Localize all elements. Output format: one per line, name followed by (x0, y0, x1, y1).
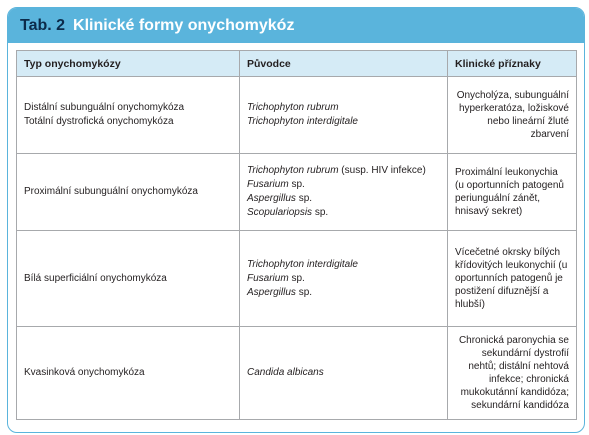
header-organism: Původce (240, 51, 448, 77)
type-cell (17, 154, 240, 231)
organism-name: Fusarium (247, 272, 289, 284)
organism (247, 115, 440, 129)
type-cell (17, 231, 240, 327)
organism-cell (240, 154, 448, 231)
organism (247, 101, 440, 115)
organism-name: Scopulariopsis (247, 207, 313, 218)
type-name: Kvasinková onychomykóza (24, 367, 145, 378)
header-row (17, 51, 577, 77)
table-number: Tab. 2 (20, 16, 66, 34)
organism (247, 164, 440, 178)
onychomycosis-table (16, 50, 577, 420)
organism-name: Trichophyton interdigitale (247, 116, 358, 127)
organism-cell (240, 77, 448, 154)
table-frame (7, 7, 585, 433)
organism-note: sp. (288, 179, 305, 190)
header-symptoms: Klinické příznaky (448, 51, 577, 77)
organism-name: Trichophyton interdigitale (247, 258, 358, 270)
organism-note: sp. (312, 207, 329, 218)
symptoms-cell: Chronická paronychia se sekundární dystrofií nehtů; distální nehtová infekce; chronická mukokutánní kandidóza; sekundární kandidóza (448, 327, 577, 420)
organism-note: sp. (295, 286, 313, 298)
table-row (17, 327, 577, 420)
organism-cell (240, 231, 448, 327)
type-cell (17, 327, 240, 420)
organism (247, 272, 440, 286)
organism-name: Aspergillus (247, 286, 296, 298)
type-name: Distální subunguální onychomykóza (24, 102, 185, 113)
type-cell (17, 77, 240, 154)
organism (247, 178, 440, 192)
table-title: Klinické formy onychomykóz (73, 16, 295, 34)
organism (247, 286, 440, 300)
organism-name: Trichophyton rubrum (247, 102, 339, 113)
header-type: Typ onychomykózy (17, 51, 240, 77)
organism-name: Trichophyton rubrum (247, 165, 339, 176)
symptoms-cell: Vícečetné okrsky bílých křídovitých leukonychií (u oportunních patogenů je postižení difuznější a hlubší) (448, 231, 577, 327)
organism-note: sp. (295, 193, 313, 204)
type-name: Totální dystrofická onychomykóza (24, 116, 174, 127)
organism-name: Fusarium (247, 179, 289, 190)
table-caption (8, 8, 584, 43)
type-name: Bílá superficiální onychomykóza (24, 272, 167, 284)
organism-note: (susp. HIV infekce) (338, 165, 426, 176)
symptoms-cell: Proximální leukonychia (u oportunních patogenů periunguální zánět, hnisavý sekret) (448, 154, 577, 231)
organism-note: sp. (288, 272, 305, 284)
table-row (17, 154, 577, 231)
organism (247, 258, 440, 272)
symptoms-cell: Onycholýza, subunguální hyperkeratóza, ložiskové nebo lineární žluté zbarvení (448, 77, 577, 154)
organism-cell (240, 327, 448, 420)
table-row (17, 231, 577, 327)
organism-name: Aspergillus (247, 193, 296, 204)
organism (247, 192, 440, 206)
type-name: Proximální subunguální onychomykóza (24, 186, 198, 197)
organism-name: Candida albicans (247, 367, 324, 378)
organism (247, 366, 440, 380)
organism (247, 206, 440, 220)
table-row (17, 77, 577, 154)
